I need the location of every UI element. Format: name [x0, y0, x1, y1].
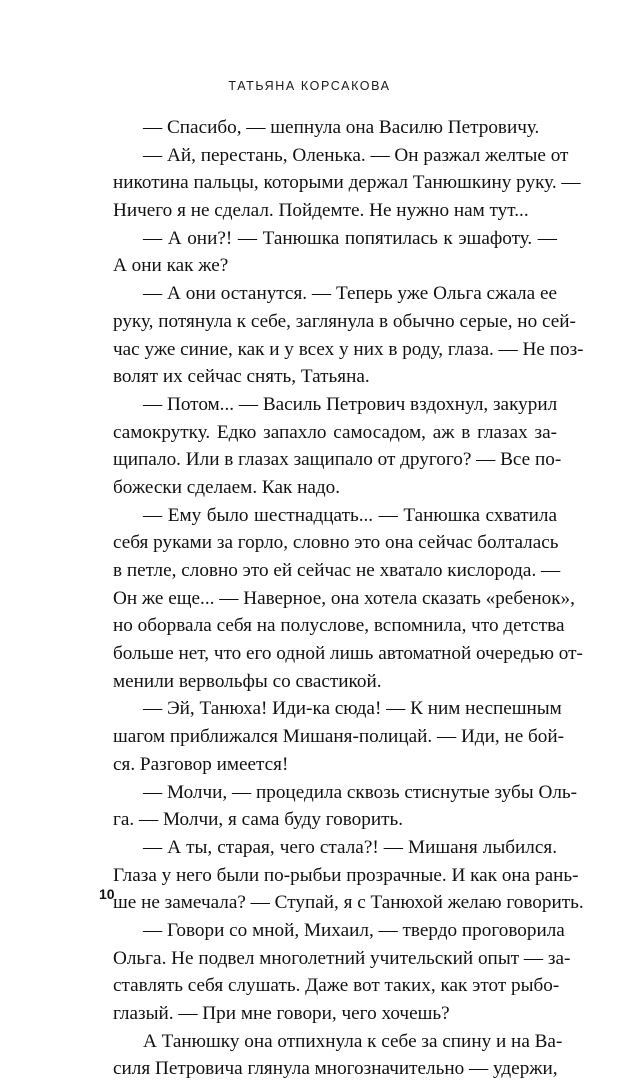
text-line: Ольга. Не подвел многолетний учительский опыт — за- — [113, 947, 571, 969]
text-line: никотина пальцы, которыми держал Танюшкину руку. — — [113, 172, 581, 194]
text-line: — Ему было шестнадцать... — Танюшка схватила — [143, 504, 557, 526]
text-line: себя руками за горло, словно это она сейчас болталась — [113, 532, 559, 554]
text-line: — А они?! — Танюшка попятилась к эшафоту. — — [143, 227, 557, 249]
text-line: ставлять себя слушать. Даже вот таких, как этот рыбо- — [113, 975, 560, 997]
text-line: самокрутку. Едко запахло самосадом, аж в глазах за- — [113, 421, 557, 443]
text-line: силя Петровича глянула многозначительно — удержи, — [113, 1058, 558, 1080]
text-line: Ничего я не сделал. Пойдемте. Не нужно нам тут... — [113, 200, 529, 222]
text-line: в петле, словно это ей сейчас не хватало кислорода. — — [113, 560, 561, 581]
text-line: А Танюшку она отпихнула к себе за спину и на Ва- — [143, 1030, 563, 1052]
text-line: ше не замечала? — Ступай, я с Танюхой желаю говорить. — [113, 892, 584, 914]
text-line: — Молчи, — процедила сквозь стиснутые зубы Оль- — [143, 781, 578, 803]
text-line: час уже синие, как и у всех у них в роду, глаза. — Не поз- — [113, 338, 584, 360]
text-line: А они как же? — [113, 255, 229, 277]
text-line: глазый. — При мне говори, чего хочешь? — [113, 1003, 450, 1024]
text-line: — Ай, перестань, Оленька. — Он разжал желтые от — [143, 144, 569, 166]
text-line: но оборвала себя на полуслове, вспомнила, что детства — [113, 615, 565, 637]
text-line: шагом приближался Мишаня-полицай. — Иди, не бой- — [113, 726, 565, 748]
text-line: — А они останутся. — Теперь уже Ольга сжала ее — [143, 283, 557, 305]
text-line: ся. Разговор имеется! — [113, 753, 289, 775]
text-line: — А ты, старая, чего стала?! — Мишаня лыбился. — [143, 836, 557, 858]
text-line: — Спасибо, — шепнула она Василю Петровичу. — [143, 117, 540, 138]
page-number: 10 — [99, 886, 115, 902]
body-text — [113, 114, 584, 1083]
text-line: — Говори со мной, Михаил, — твердо проговорила — [143, 919, 565, 941]
text-line: менили вервольфы со свастикой. — [113, 670, 382, 692]
text-line: — Эй, Танюха! Иди-ка сюда! — К ним неспешным — [143, 698, 562, 720]
text-line: Он же еще... — Наверное, она хотела сказать «ребенок», — [113, 587, 575, 609]
text-line: щипало. Или в глазах защипало от другого? — Все по- — [113, 449, 562, 471]
text-line: руку, потянула к себе, заглянула в обычно серые, но сей- — [113, 310, 576, 332]
text-line: га. — Молчи, я сама буду говорить. — [113, 809, 404, 831]
text-line: божески сделаем. Как надо. — [113, 476, 341, 498]
text-line: больше нет, что его одной лишь автоматной очередью от- — [113, 643, 583, 665]
text-line: Глаза у него были по-рыбьи прозрачные. И как она рань- — [113, 864, 579, 886]
running-head: ТАТЬЯНА КОРСАКОВА — [228, 79, 391, 93]
text-line: — Потом... — Василь Петрович вздохнул, закурил — [143, 393, 558, 415]
text-line: волят их сейчас снять, Татьяна. — [113, 366, 370, 388]
